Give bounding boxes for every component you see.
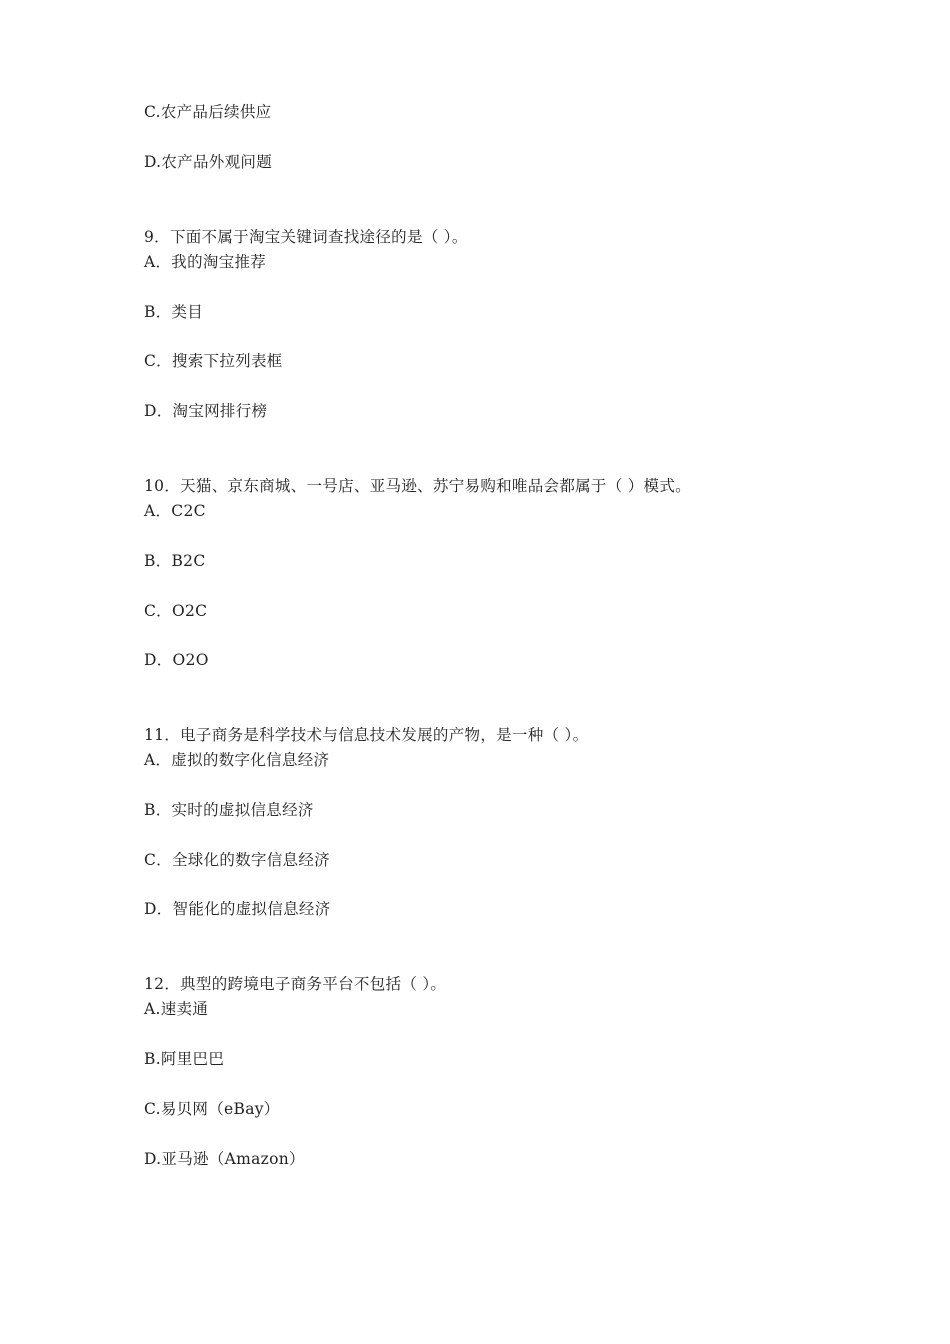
q11-option-d: D．智能化的虚拟信息经济 [144,900,331,918]
q11-option-a: A．虚拟的数字化信息经济 [144,751,330,769]
q9-question: 9．下面不属于淘宝关键词查找途径的是（ ）。 [144,228,468,246]
q10-question: 10．天猫、京东商城、一号店、亚马逊、苏宁易购和唯品会都属于（ ）模式。 [144,477,691,495]
q10-option-b: B．B2C [144,552,206,570]
q10-option-a: A．C2C [144,502,206,520]
q11-option-b: B．实时的虚拟信息经济 [144,801,314,819]
q11-option-c: C．全球化的数字信息经济 [144,851,330,869]
q9-option-c: C．搜索下拉列表框 [144,352,283,370]
q12-option-b: B.阿里巴巴 [144,1050,225,1068]
q8-option-c: C.农产品后续供应 [144,103,272,121]
q9-option-d: D．淘宝网排行榜 [144,402,268,420]
q8-option-d: D.农产品外观问题 [144,153,273,171]
q9-option-b: B．类目 [144,303,204,321]
q11-question: 11．电子商务是科学技术与信息技术发展的产物，是一种（ ）。 [144,726,589,744]
q12-option-c: C.易贝网（eBay） [144,1100,280,1118]
q9-option-a: A．我的淘宝推荐 [144,253,267,271]
q10-option-c: C．O2C [144,602,208,620]
q10-option-d: D．O2O [144,651,209,669]
q12-option-d: D.亚马逊（Amazon） [144,1150,305,1168]
q12-option-a: A.速卖通 [144,1000,209,1018]
q12-question: 12．典型的跨境电子商务平台不包括（ ）。 [144,975,447,993]
